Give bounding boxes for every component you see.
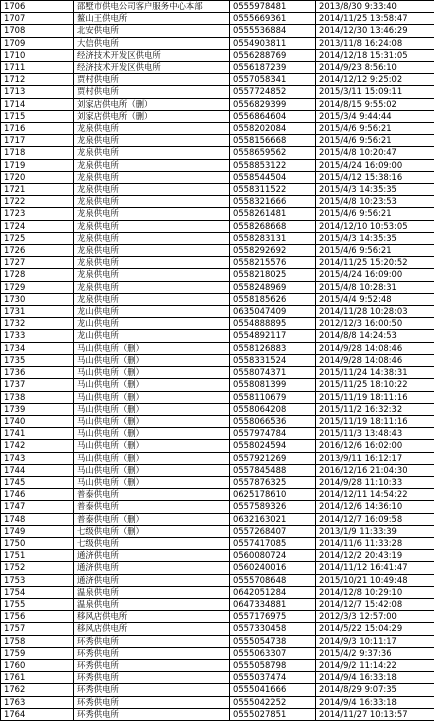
row-number-cell: 1742 <box>1 440 74 452</box>
timestamp-cell: 2014/11/25 15:20:52 <box>316 257 434 269</box>
phone-number-cell: 0558064208 <box>230 403 316 415</box>
row-number-cell: 1728 <box>1 269 74 281</box>
row-number-cell: 1715 <box>1 110 74 122</box>
phone-number-cell: 0555058798 <box>230 659 316 671</box>
phone-number-cell: 0558853122 <box>230 159 316 171</box>
supply-station-cell: 龙泉供电所 <box>74 196 230 208</box>
supply-station-cell: 贾村供电所 <box>74 74 230 86</box>
table-row <box>1 611 434 623</box>
supply-station-cell: 马山供电所（删） <box>74 452 230 464</box>
row-number-cell: 1764 <box>1 708 74 720</box>
timestamp-cell: 2015/4/6 9:56:21 <box>316 208 434 220</box>
table-row <box>1 562 434 574</box>
phone-number-cell: 0647334881 <box>230 598 316 610</box>
supply-station-cell: 马山供电所（删） <box>74 342 230 354</box>
supply-station-cell: 环秀供电所 <box>74 684 230 696</box>
supply-station-cell: 环秀供电所 <box>74 708 230 720</box>
row-number-cell: 1741 <box>1 428 74 440</box>
supply-station-cell: 通济供电所 <box>74 562 230 574</box>
row-number-cell: 1709 <box>1 37 74 49</box>
supply-station-cell: 通济供电所 <box>74 550 230 562</box>
supply-station-cell: 鳌山王供电所 <box>74 13 230 25</box>
supply-station-cell: 龙泉供电所 <box>74 220 230 232</box>
phone-number-cell: 0560080724 <box>230 550 316 562</box>
table-row <box>1 684 434 696</box>
table-row <box>1 367 434 379</box>
row-number-cell: 1755 <box>1 598 74 610</box>
supply-station-cell: 移风店供电所 <box>74 623 230 635</box>
supply-station-cell: 龙泉供电所 <box>74 257 230 269</box>
row-number-cell: 1763 <box>1 696 74 708</box>
phone-number-cell: 0558248969 <box>230 281 316 293</box>
timestamp-cell: 2014/12/8 10:29:10 <box>316 586 434 598</box>
timestamp-cell: 2015/11/19 18:11:16 <box>316 415 434 427</box>
timestamp-cell: 2015/4/4 9:52:48 <box>316 293 434 305</box>
timestamp-cell: 2015/4/24 16:09:00 <box>316 159 434 171</box>
phone-number-cell: 0555708648 <box>230 574 316 586</box>
timestamp-cell: 2014/9/28 11:10:33 <box>316 476 434 488</box>
table-row <box>1 476 434 488</box>
row-number-cell: 1746 <box>1 489 74 501</box>
phone-number-cell: 0555978481 <box>230 1 316 13</box>
timestamp-cell: 2014/11/6 11:33:28 <box>316 537 434 549</box>
supply-station-cell: 龙泉供电所 <box>74 159 230 171</box>
supply-station-cell: 普泰供电所（删） <box>74 513 230 525</box>
row-number-cell: 1743 <box>1 452 74 464</box>
timestamp-cell: 2014/12/7 15:42:08 <box>316 598 434 610</box>
phone-number-cell: 0558331524 <box>230 354 316 366</box>
timestamp-cell: 2014/8/15 9:55:02 <box>316 98 434 110</box>
timestamp-cell: 2012/3/3 12:57:00 <box>316 611 434 623</box>
phone-number-cell: 0558283131 <box>230 232 316 244</box>
table-row <box>1 464 434 476</box>
timestamp-cell: 2014/9/23 8:56:10 <box>316 62 434 74</box>
timestamp-cell: 2014/9/2 11:14:22 <box>316 659 434 671</box>
supply-station-cell: 普泰供电所 <box>74 501 230 513</box>
row-number-cell: 1716 <box>1 123 74 135</box>
supply-station-cell: 环秀供电所 <box>74 647 230 659</box>
row-number-cell: 1758 <box>1 635 74 647</box>
timestamp-cell: 2012/12/3 16:00:50 <box>316 318 434 330</box>
supply-station-cell: 龙山供电所 <box>74 306 230 318</box>
phone-number-cell: 0558544504 <box>230 171 316 183</box>
phone-number-cell: 0555027851 <box>230 708 316 720</box>
supply-station-cell: 龙泉供电所 <box>74 293 230 305</box>
supply-station-cell: 环秀供电所 <box>74 672 230 684</box>
table-row <box>1 501 434 513</box>
timestamp-cell: 2014/8/8 14:24:53 <box>316 330 434 342</box>
phone-number-cell: 0557921269 <box>230 452 316 464</box>
table-row <box>1 391 434 403</box>
table-row <box>1 123 434 135</box>
timestamp-cell: 2015/3/4 9:44:44 <box>316 110 434 122</box>
table-row <box>1 25 434 37</box>
phone-number-cell: 0632163021 <box>230 513 316 525</box>
row-number-cell: 1727 <box>1 257 74 269</box>
phone-number-cell: 0558268668 <box>230 220 316 232</box>
phone-number-cell: 0558066536 <box>230 415 316 427</box>
row-number-cell: 1762 <box>1 684 74 696</box>
timestamp-cell: 2015/10/21 10:49:48 <box>316 574 434 586</box>
phone-number-cell: 0558024594 <box>230 440 316 452</box>
phone-number-cell: 0558292692 <box>230 245 316 257</box>
table-row <box>1 452 434 464</box>
table-row <box>1 220 434 232</box>
phone-number-cell: 0625178610 <box>230 489 316 501</box>
table-row <box>1 281 434 293</box>
phone-number-cell: 0557589326 <box>230 501 316 513</box>
supply-station-cell: 温泉供电所 <box>74 598 230 610</box>
phone-number-cell: 0558074371 <box>230 367 316 379</box>
table-row <box>1 672 434 684</box>
row-number-cell: 1719 <box>1 159 74 171</box>
table-row <box>1 159 434 171</box>
phone-number-cell: 0555042252 <box>230 696 316 708</box>
table-row <box>1 428 434 440</box>
table-row <box>1 623 434 635</box>
table-row <box>1 306 434 318</box>
phone-number-cell: 0555041666 <box>230 684 316 696</box>
row-number-cell: 1757 <box>1 623 74 635</box>
supply-station-cell: 马山供电所（删） <box>74 464 230 476</box>
table-row <box>1 171 434 183</box>
phone-number-cell: 0557176975 <box>230 611 316 623</box>
row-number-cell: 1710 <box>1 49 74 61</box>
timestamp-cell: 2014/12/30 13:46:29 <box>316 25 434 37</box>
timestamp-cell: 2015/4/8 10:28:31 <box>316 281 434 293</box>
phone-number-cell: 0557974784 <box>230 428 316 440</box>
supply-station-cell: 邵墅市供电公司客户服务中心本部 <box>74 1 230 13</box>
table-row <box>1 74 434 86</box>
timestamp-cell: 2016/12/6 16:02:00 <box>316 440 434 452</box>
row-number-cell: 1751 <box>1 550 74 562</box>
timestamp-cell: 2013/11/8 16:24:08 <box>316 37 434 49</box>
table-row <box>1 269 434 281</box>
table-row <box>1 403 434 415</box>
timestamp-cell: 2015/4/3 14:35:35 <box>316 184 434 196</box>
table-row <box>1 318 434 330</box>
row-number-cell: 1736 <box>1 367 74 379</box>
table-row <box>1 489 434 501</box>
supply-station-cell: 马山供电所（删） <box>74 367 230 379</box>
row-number-cell: 1721 <box>1 184 74 196</box>
phone-number-cell: 0642051284 <box>230 586 316 598</box>
row-number-cell: 1752 <box>1 562 74 574</box>
timestamp-cell: 2014/12/18 15:31:05 <box>316 49 434 61</box>
timestamp-cell: 2015/11/2 16:32:32 <box>316 403 434 415</box>
row-number-cell: 1761 <box>1 672 74 684</box>
row-number-cell: 1708 <box>1 25 74 37</box>
table-row <box>1 354 434 366</box>
row-number-cell: 1747 <box>1 501 74 513</box>
timestamp-cell: 2014/12/6 14:36:10 <box>316 501 434 513</box>
supply-station-cell: 环秀供电所 <box>74 635 230 647</box>
supply-station-cell: 龙泉供电所 <box>74 171 230 183</box>
row-number-cell: 1744 <box>1 464 74 476</box>
row-number-cell: 1729 <box>1 281 74 293</box>
row-number-cell: 1760 <box>1 659 74 671</box>
supply-station-cell: 环秀供电所 <box>74 696 230 708</box>
table-row <box>1 379 434 391</box>
phone-number-cell: 0554888895 <box>230 318 316 330</box>
row-number-cell: 1733 <box>1 330 74 342</box>
timestamp-cell: 2013/8/30 9:33:40 <box>316 1 434 13</box>
supply-station-cell: 北安供电所 <box>74 25 230 37</box>
supply-station-cell: 龙泉供电所 <box>74 184 230 196</box>
table-row <box>1 415 434 427</box>
row-number-cell: 1720 <box>1 171 74 183</box>
table-row <box>1 13 434 25</box>
supply-station-cell: 龙泉供电所 <box>74 147 230 159</box>
timestamp-cell: 2013/1/9 11:33:39 <box>316 525 434 537</box>
supply-station-cell: 环秀供电所 <box>74 659 230 671</box>
phone-number-cell: 0558110679 <box>230 391 316 403</box>
row-number-cell: 1723 <box>1 208 74 220</box>
supply-station-cell: 贾村供电所 <box>74 86 230 98</box>
timestamp-cell: 2014/12/10 10:53:05 <box>316 220 434 232</box>
timestamp-cell: 2015/4/3 14:35:35 <box>316 232 434 244</box>
row-number-cell: 1724 <box>1 220 74 232</box>
table-row <box>1 293 434 305</box>
row-number-cell: 1706 <box>1 1 74 13</box>
phone-number-cell: 0556829399 <box>230 98 316 110</box>
row-number-cell: 1737 <box>1 379 74 391</box>
row-number-cell: 1730 <box>1 293 74 305</box>
timestamp-cell: 2015/11/3 13:48:43 <box>316 428 434 440</box>
supply-station-cell: 龙泉供电所 <box>74 208 230 220</box>
phone-number-cell: 0558202084 <box>230 123 316 135</box>
row-number-cell: 1734 <box>1 342 74 354</box>
table-row <box>1 586 434 598</box>
supply-station-cell: 马山供电所（删） <box>74 440 230 452</box>
timestamp-cell: 2015/4/8 10:23:53 <box>316 196 434 208</box>
timestamp-cell: 2014/11/25 13:58:47 <box>316 13 434 25</box>
table-body <box>1 1 434 721</box>
timestamp-cell: 2015/4/24 16:09:00 <box>316 269 434 281</box>
table-row <box>1 440 434 452</box>
timestamp-cell: 2014/9/28 14:08:46 <box>316 354 434 366</box>
supply-station-cell: 龙山供电所 <box>74 330 230 342</box>
supply-station-cell: 刘家店供电所（删） <box>74 98 230 110</box>
supply-station-cell: 经济技术开发区供电所 <box>74 62 230 74</box>
table-row <box>1 537 434 549</box>
table-row <box>1 62 434 74</box>
row-number-cell: 1714 <box>1 98 74 110</box>
table-row <box>1 647 434 659</box>
timestamp-cell: 2014/9/4 16:33:18 <box>316 696 434 708</box>
supply-station-cell: 温泉供电所 <box>74 586 230 598</box>
phone-number-cell: 0558261481 <box>230 208 316 220</box>
row-number-cell: 1739 <box>1 403 74 415</box>
row-number-cell: 1713 <box>1 86 74 98</box>
table-row <box>1 135 434 147</box>
phone-number-cell: 0557268407 <box>230 525 316 537</box>
row-number-cell: 1745 <box>1 476 74 488</box>
phone-number-cell: 0558218025 <box>230 269 316 281</box>
supply-station-cell: 龙泉供电所 <box>74 281 230 293</box>
phone-number-cell: 0556864604 <box>230 110 316 122</box>
supply-station-cell: 龙泉供电所 <box>74 232 230 244</box>
row-number-cell: 1711 <box>1 62 74 74</box>
phone-number-cell: 0557058341 <box>230 74 316 86</box>
phone-number-cell: 0557876325 <box>230 476 316 488</box>
supply-station-cell: 马山供电所（删） <box>74 415 230 427</box>
row-number-cell: 1738 <box>1 391 74 403</box>
table-row <box>1 635 434 647</box>
phone-number-cell: 0556187239 <box>230 62 316 74</box>
table-row <box>1 147 434 159</box>
supply-station-cell: 七级供电所（删） <box>74 525 230 537</box>
timestamp-cell: 2015/4/6 9:56:21 <box>316 135 434 147</box>
table-row <box>1 598 434 610</box>
timestamp-cell: 2015/11/19 18:11:16 <box>316 391 434 403</box>
phone-number-cell: 0555536884 <box>230 25 316 37</box>
table-row <box>1 574 434 586</box>
table-row <box>1 245 434 257</box>
table-row <box>1 708 434 720</box>
timestamp-cell: 2014/12/2 20:43:19 <box>316 550 434 562</box>
phone-number-cell: 0556288769 <box>230 49 316 61</box>
phone-number-cell: 0558185626 <box>230 293 316 305</box>
timestamp-cell: 2014/9/4 16:33:18 <box>316 672 434 684</box>
phone-number-cell: 0555669361 <box>230 13 316 25</box>
row-number-cell: 1712 <box>1 74 74 86</box>
row-number-cell: 1731 <box>1 306 74 318</box>
supply-station-cell: 马山供电所（删） <box>74 476 230 488</box>
phone-number-cell: 0557845488 <box>230 464 316 476</box>
table-row <box>1 208 434 220</box>
phone-number-cell: 0558081399 <box>230 379 316 391</box>
table-row <box>1 550 434 562</box>
timestamp-cell: 2015/3/11 15:09:11 <box>316 86 434 98</box>
row-number-cell: 1748 <box>1 513 74 525</box>
phone-number-cell: 0557417085 <box>230 537 316 549</box>
supply-station-cell: 龙泉供电所 <box>74 123 230 135</box>
supply-station-cell: 经济技术开发区供电所 <box>74 49 230 61</box>
supply-station-cell: 马山供电所（删） <box>74 379 230 391</box>
table-row <box>1 330 434 342</box>
phone-number-cell: 0554903811 <box>230 37 316 49</box>
timestamp-cell: 2015/4/12 15:38:16 <box>316 171 434 183</box>
table-row <box>1 257 434 269</box>
timestamp-cell: 2014/12/7 16:09:58 <box>316 513 434 525</box>
table-row <box>1 37 434 49</box>
timestamp-cell: 2015/11/25 18:10:22 <box>316 379 434 391</box>
table-row <box>1 49 434 61</box>
table-row <box>1 110 434 122</box>
supply-station-cell: 马山供电所（删） <box>74 391 230 403</box>
phone-number-cell: 0557724852 <box>230 86 316 98</box>
phone-number-cell: 0557330458 <box>230 623 316 635</box>
row-number-cell: 1726 <box>1 245 74 257</box>
row-number-cell: 1732 <box>1 318 74 330</box>
table-row <box>1 1 434 13</box>
table-row <box>1 696 434 708</box>
table-row <box>1 98 434 110</box>
phone-number-cell: 0554892117 <box>230 330 316 342</box>
timestamp-cell: 2015/4/2 9:37:36 <box>316 647 434 659</box>
timestamp-cell: 2015/4/8 10:20:47 <box>316 147 434 159</box>
table-row <box>1 659 434 671</box>
timestamp-cell: 2014/11/12 16:41:47 <box>316 562 434 574</box>
table-row <box>1 196 434 208</box>
supply-station-cell: 大信供电所 <box>74 37 230 49</box>
phone-number-cell: 0635047409 <box>230 306 316 318</box>
row-number-cell: 1722 <box>1 196 74 208</box>
timestamp-cell: 2015/4/6 9:56:21 <box>316 245 434 257</box>
timestamp-cell: 2014/12/12 9:25:02 <box>316 74 434 86</box>
timestamp-cell: 2014/5/22 15:04:29 <box>316 623 434 635</box>
row-number-cell: 1753 <box>1 574 74 586</box>
supply-station-cell: 马山供电所（删） <box>74 428 230 440</box>
timestamp-cell: 2014/12/11 14:54:22 <box>316 489 434 501</box>
phone-number-cell: 0558311522 <box>230 184 316 196</box>
table-row <box>1 342 434 354</box>
table-row <box>1 525 434 537</box>
supply-station-cell: 普泰供电所 <box>74 489 230 501</box>
supply-station-cell: 龙泉供电所 <box>74 135 230 147</box>
supply-station-cell: 马山供电所（删） <box>74 403 230 415</box>
row-number-cell: 1750 <box>1 537 74 549</box>
timestamp-cell: 2016/12/16 21:04:30 <box>316 464 434 476</box>
row-number-cell: 1718 <box>1 147 74 159</box>
row-number-cell: 1717 <box>1 135 74 147</box>
timestamp-cell: 2014/8/29 9:07:35 <box>316 684 434 696</box>
phone-number-cell: 0555063307 <box>230 647 316 659</box>
supply-station-cell: 刘家店供电所（删） <box>74 110 230 122</box>
row-number-cell: 1754 <box>1 586 74 598</box>
row-number-cell: 1707 <box>1 13 74 25</box>
phone-number-cell: 0558215576 <box>230 257 316 269</box>
supply-station-cell: 马山供电所（删） <box>74 354 230 366</box>
supply-station-cell: 通济供电所 <box>74 574 230 586</box>
timestamp-cell: 2014/9/3 10:11:17 <box>316 635 434 647</box>
row-number-cell: 1749 <box>1 525 74 537</box>
phone-number-cell: 0558321666 <box>230 196 316 208</box>
table-row <box>1 86 434 98</box>
row-number-cell: 1725 <box>1 232 74 244</box>
supply-station-cell: 七级供电所 <box>74 537 230 549</box>
timestamp-cell: 2015/11/24 14:38:31 <box>316 367 434 379</box>
table-row <box>1 184 434 196</box>
table-row <box>1 513 434 525</box>
timestamp-cell: 2015/4/6 9:56:21 <box>316 123 434 135</box>
phone-number-cell: 0558659562 <box>230 147 316 159</box>
row-number-cell: 1759 <box>1 647 74 659</box>
phone-number-cell: 0560240016 <box>230 562 316 574</box>
supply-station-cell: 移风店供电所 <box>74 611 230 623</box>
supply-station-cell: 龙泉供电所 <box>74 245 230 257</box>
timestamp-cell: 2013/9/11 16:12:17 <box>316 452 434 464</box>
phone-number-cell: 0558156668 <box>230 135 316 147</box>
timestamp-cell: 2014/9/28 14:08:46 <box>316 342 434 354</box>
timestamp-cell: 2014/11/27 10:13:57 <box>316 708 434 720</box>
phone-number-cell: 0555054738 <box>230 635 316 647</box>
row-number-cell: 1756 <box>1 611 74 623</box>
timestamp-cell: 2014/11/28 10:28:03 <box>316 306 434 318</box>
phone-number-cell: 0558126883 <box>230 342 316 354</box>
supply-station-cell: 龙泉供电所 <box>74 269 230 281</box>
supply-station-cell: 龙山供电所 <box>74 318 230 330</box>
row-number-cell: 1740 <box>1 415 74 427</box>
table-row <box>1 232 434 244</box>
phone-number-cell: 0555037474 <box>230 672 316 684</box>
row-number-cell: 1735 <box>1 354 74 366</box>
